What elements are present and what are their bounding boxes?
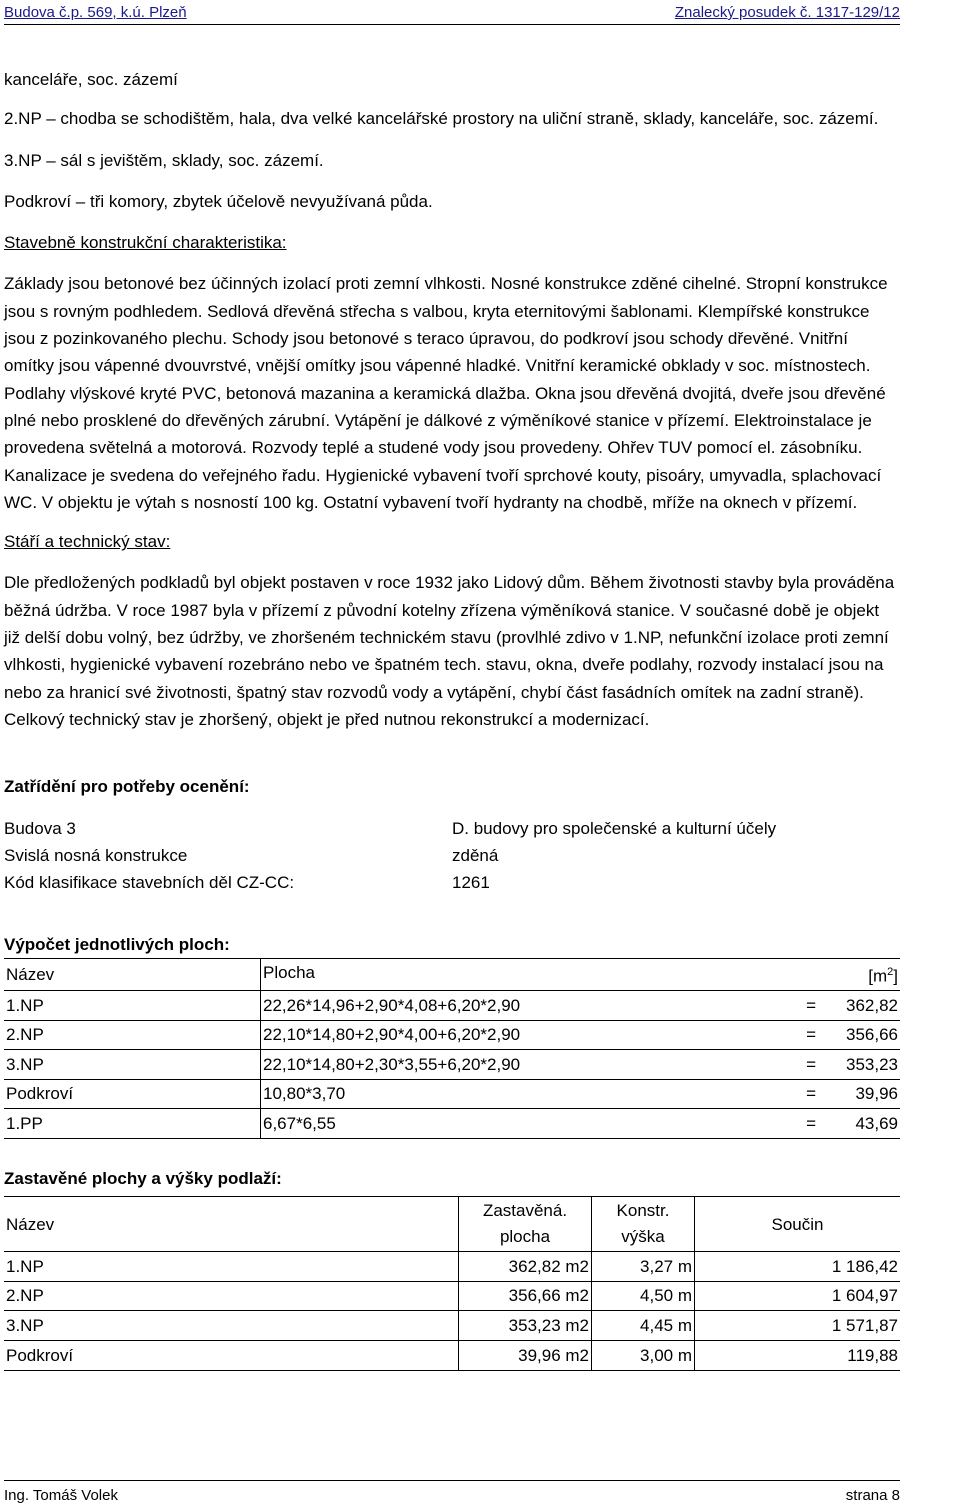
col-height-line2: výška	[621, 1227, 665, 1247]
paragraph-1np-continued: kanceláře, soc. zázemí	[4, 70, 178, 89]
heights-table	[4, 1196, 900, 1370]
table-row	[4, 1281, 900, 1311]
row-product: 1 604,97	[695, 1281, 901, 1311]
row-name: 2.NP	[4, 1281, 459, 1311]
paragraph-2np: 2.NP – chodba se schodištěm, hala, dva velké kancelářské prostory na uliční straně, sklady, kanceláře, soc. zázemí.	[4, 109, 879, 129]
row-eq: =	[806, 1113, 816, 1133]
col-area	[261, 959, 901, 991]
header-report-number: Znalecký posudek č. 1317-129/12	[674, 4, 900, 21]
row-product: 119,88	[695, 1341, 901, 1371]
table-row	[4, 1109, 900, 1139]
table-row	[4, 990, 900, 1020]
table-row	[4, 1079, 900, 1109]
col-built-area-line1: Zastavěná.	[482, 1201, 568, 1221]
row-formula: 10,80*3,70	[261, 1079, 729, 1109]
row-value-text: 43,69	[855, 1113, 898, 1133]
row-value-text: 356,66	[846, 1025, 898, 1045]
col-height	[592, 1197, 695, 1252]
col-height-line1: Konstr.	[616, 1201, 670, 1221]
classification-key: Kód klasifikace stavebních děl CZ-CC:	[4, 873, 295, 893]
col-unit-sup: 2	[887, 966, 894, 978]
classification-value: zděná	[452, 845, 499, 865]
row-name: Podkroví	[4, 1341, 459, 1371]
page-footer	[4, 1480, 900, 1504]
row-height: 3,00 m	[592, 1341, 695, 1371]
row-product: 1 571,87	[695, 1311, 901, 1341]
row-height: 3,27 m	[592, 1252, 695, 1282]
row-eq: =	[806, 995, 816, 1015]
page-header	[4, 2, 900, 25]
classification-value: D. budovy pro společenské a kulturní účely	[452, 818, 777, 838]
classification-key: Budova 3	[4, 818, 76, 838]
row-value-text: 39,96	[855, 1084, 898, 1104]
row-eq: =	[806, 1054, 816, 1074]
paragraph-attic: Podkroví – tři komory, zbytek účelově nevyužívaná půda.	[4, 191, 433, 211]
footer-page-number: strana 8	[845, 1487, 900, 1504]
row-area: 356,66 m2	[459, 1281, 592, 1311]
row-product: 1 186,42	[695, 1252, 901, 1282]
row-value-text: 362,82	[846, 995, 898, 1015]
row-name: 1.PP	[4, 1109, 261, 1139]
footer-author: Ing. Tomáš Volek	[4, 1487, 118, 1504]
table-row	[4, 1311, 900, 1341]
row-name: 3.NP	[4, 1311, 459, 1341]
paragraph-construction: Základy jsou betonové bez účinných izolací proti zemní vlhkosti. Nosné konstrukce zděné cihelné. Stropní konstrukce jsou s rovným podhledem. Sedlová dřevěná střecha s valbou, kryta eternitovými šablonami. Klempířské konstrukce jsou z pozinkovaného plechu. Schody jsou betonové s teraco úpravou, do podkroví jsou schody dřevěné. Vnitřní omítky jsou vápenné dvouvrstvé, vnější omítky jsou vápenné hladké. Vnitřní keramické obklady v soc. místnostech. Podlahy vlýskové kryté PVC, betonová mazanina a keramická dlažba. Okna jsou dřevěná dvojitá, dveře jsou dřevěné plné nebo prosklené do dřevěných zárubní. Vytápění je dálkové z výměníkové stanice v přízemí. Elektroinstalace je provedena světelná a motorová. Rozvody teplé a studené vody jsou provedeny. Ohřev TUV pomocí el. zásobníku. Kanalizace je svedena do veřejného řadu. Hygienické vybavení tvoří sprchové kouty, pisoáry, umyvadla, splachovací WC. V objektu je výtah s nosností 100 kg. Ostatní vybavení tvoří hydranty na chodbě, mříže na oknech v přízemí.	[4, 274, 888, 512]
row-name: 2.NP	[4, 1020, 261, 1050]
classification-row	[4, 869, 899, 896]
heading-construction: Stavebně konstrukční charakteristika:	[4, 233, 287, 253]
row-name: 1.NP	[4, 1252, 459, 1282]
row-eq: =	[806, 1084, 816, 1104]
table-row	[4, 1050, 900, 1080]
col-unit-end: ]	[893, 966, 898, 986]
heading-areas: Výpočet jednotlivých ploch:	[4, 934, 230, 954]
col-unit	[868, 959, 898, 990]
row-height: 4,50 m	[592, 1281, 695, 1311]
row-value	[728, 1050, 900, 1080]
col-built-area	[459, 1197, 592, 1252]
heading-classification: Zatřídění pro potřeby ocenění:	[4, 777, 250, 797]
table-header-row	[4, 959, 900, 991]
row-value	[728, 1109, 900, 1139]
table-row	[4, 1020, 900, 1050]
row-name: 1.NP	[4, 990, 261, 1020]
row-formula: 6,67*6,55	[261, 1109, 729, 1139]
row-name: 3.NP	[4, 1050, 261, 1080]
col-name: Název	[4, 1197, 459, 1252]
classification-row	[4, 842, 899, 869]
header-title: Budova č.p. 569, k.ú. Plzeň	[4, 4, 187, 21]
col-unit-label: [m	[868, 966, 888, 986]
row-name: Podkroví	[4, 1079, 261, 1109]
classification-value: 1261	[452, 873, 490, 893]
row-value	[728, 1020, 900, 1050]
row-area: 39,96 m2	[459, 1341, 592, 1371]
classification-row	[4, 815, 899, 842]
row-value	[728, 990, 900, 1020]
paragraph-age-condition: Dle předložených podkladů byl objekt postaven v roce 1932 jako Lidový dům. Během životnosti stavby byla prováděna běžná údržba. V roce 1987 byla v přízemí z původní kotelny zřízena výměníková stanice. V současné době je objekt již delší dobu volný, bez údržby, ve zhoršeném technickém stavu (provlhlé zdivo v 1.NP, nefunkční izolace proti zemní vlhkosti, hygienické vybavení rozebráno nebo ve špatném tech. stavu, okna, dveře podlahy, rozvody instalací jsou na nebo za hranicí své životnosti, špatný stav rozvodů vody a vytápění, chybí část fasádních omítek na zadní straně). Celkový technický stav je zhoršený, objekt je před nutnou rekonstrukcí a modernizací.	[4, 573, 895, 729]
areas-table	[4, 958, 900, 1139]
row-formula: 22,26*14,96+2,90*4,08+6,20*2,90	[261, 990, 729, 1020]
table-header-row	[4, 1197, 900, 1252]
col-area-label: Plocha	[263, 963, 315, 982]
row-formula: 22,10*14,80+2,90*4,00+6,20*2,90	[261, 1020, 729, 1050]
row-value	[728, 1079, 900, 1109]
col-name: Název	[4, 959, 261, 991]
row-value-text: 353,23	[846, 1054, 898, 1074]
row-area: 362,82 m2	[459, 1252, 592, 1282]
table-row	[4, 1341, 900, 1371]
document-body	[4, 66, 899, 1371]
row-formula: 22,10*14,80+2,30*3,55+6,20*2,90	[261, 1050, 729, 1080]
col-product: Součin	[695, 1197, 901, 1252]
heading-floor-heights: Zastavěné plochy a výšky podlaží:	[4, 1168, 282, 1188]
classification-key: Svislá nosná konstrukce	[4, 845, 188, 865]
row-height: 4,45 m	[592, 1311, 695, 1341]
table-row	[4, 1252, 900, 1282]
row-eq: =	[806, 1025, 816, 1045]
paragraph-3np: 3.NP – sál s jevištěm, sklady, soc. zázemí.	[4, 150, 324, 170]
heading-age-condition: Stáří a technický stav:	[4, 532, 171, 552]
row-area: 353,23 m2	[459, 1311, 592, 1341]
col-built-area-line2: plocha	[499, 1227, 551, 1247]
